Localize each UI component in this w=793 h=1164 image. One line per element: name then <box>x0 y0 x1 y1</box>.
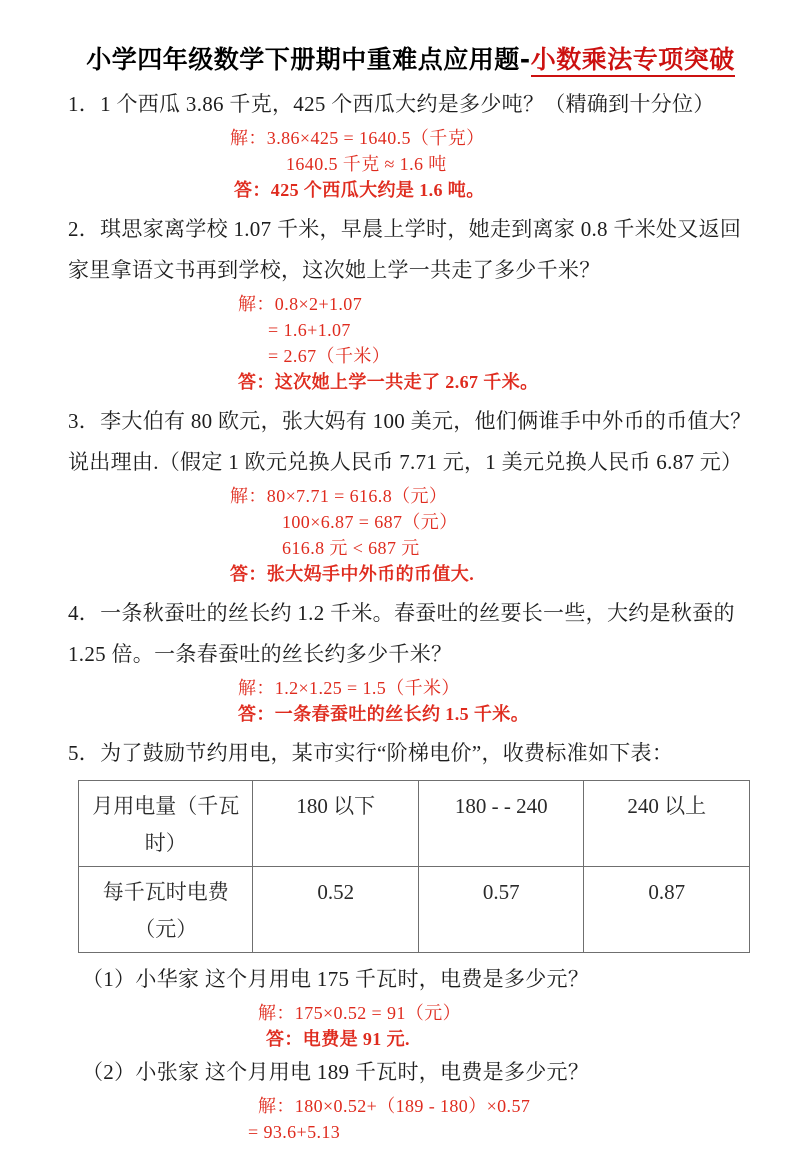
table-cell-price3: 0.87 <box>584 867 750 953</box>
table-cell-tier1: 180 以下 <box>253 781 419 867</box>
answer-line: 答：张大妈手中外币的币值大. <box>230 564 475 584</box>
question-text: 5．为了鼓励节约用电，某市实行“阶梯电价”，收费标准如下表： <box>68 741 674 765</box>
page-title <box>58 42 763 78</box>
table-cell-tier2: 180 - - 240 <box>418 781 584 867</box>
solution-line: 解：175×0.52 = 91（元） <box>258 1003 462 1023</box>
question-text: 4．一条秋蚕吐的丝长约 1.2 千米。春蚕吐的丝要长一些，大约是秋蚕的 <box>68 601 735 625</box>
table-cell-price-label: 每千瓦时电费（元） <box>79 867 253 953</box>
solution-line: = 1.6+1.07 <box>268 320 351 340</box>
answer-line: 答：425 个西瓜大约是 1.6 吨。 <box>234 180 485 200</box>
question-text: 1.25 倍。一条春蚕吐的丝长约多少千米？ <box>68 642 453 666</box>
table-cell-usage-label: 月用电量（千瓦时） <box>79 781 253 867</box>
answer-line: 答：这次她上学一共走了 2.67 千米。 <box>238 372 539 392</box>
question-text: 1．1 个西瓜 3.86 千克，425 个西瓜大约是多少吨？（精确到十分位） <box>68 92 715 116</box>
question-text: （1）小华家 这个月用电 175 千瓦时，电费是多少元？ <box>82 967 590 991</box>
solution-line: 616.8 元 < 687 元 <box>282 538 420 558</box>
question-text: 2．琪思家离学校 1.07 千米，早晨上学时，她走到离家 0.8 千米处又返回 <box>68 217 742 241</box>
worksheet-page <box>0 42 793 1164</box>
solution-line: 1640.5 千克 ≈ 1.6 吨 <box>286 154 447 174</box>
solution-line: = 2.67（千米） <box>268 346 391 366</box>
table-cell-tier3: 240 以上 <box>584 781 750 867</box>
solution-line: 解：0.8×2+1.07 <box>238 294 363 314</box>
title-main-text: 小学四年级数学下册期中重难点应用题- <box>86 45 531 74</box>
question-text: 家里拿语文书再到学校，这次她上学一共走了多少千米？ <box>68 258 601 282</box>
solution-line: 解：80×7.71 = 616.8（元） <box>230 486 448 506</box>
question-text: 说出理由.（假定 1 欧元兑换人民币 7.71 元，1 美元兑换人民币 6.87 元） <box>68 450 743 474</box>
question-text: 3．李大伯有 80 欧元，张大妈有 100 美元，他们俩谁手中外币的币值大？ <box>68 409 752 433</box>
answer-line: 答：电费是 91 元. <box>266 1029 410 1049</box>
problem-5 <box>68 733 763 1145</box>
electricity-rate-table <box>78 780 750 953</box>
table-header-row <box>79 781 750 867</box>
problem-1 <box>68 84 763 203</box>
problem-3 <box>68 401 763 587</box>
solution-line: 解：3.86×425 = 1640.5（千克） <box>230 128 485 148</box>
solution-line: 100×6.87 = 687（元） <box>282 512 458 532</box>
subproblem-2 <box>68 1052 763 1145</box>
solution-line: 解：180×0.52+（189 - 180）×0.57 <box>258 1096 531 1116</box>
problem-2 <box>68 209 763 395</box>
table-cell-price1: 0.52 <box>253 867 419 953</box>
solution-line: = 93.6+5.13 <box>248 1122 341 1142</box>
subproblem-1 <box>68 959 763 1052</box>
answer-line: 答：一条春蚕吐的丝长约 1.5 千米。 <box>238 704 530 724</box>
question-text: （2）小张家 这个月用电 189 千瓦时，电费是多少元？ <box>82 1060 590 1084</box>
title-highlight-text: 小数乘法专项突破 <box>531 45 735 77</box>
solution-line: 解：1.2×1.25 = 1.5（千米） <box>238 678 460 698</box>
table-value-row <box>79 867 750 953</box>
table-cell-price2: 0.57 <box>418 867 584 953</box>
problem-4 <box>68 593 763 727</box>
